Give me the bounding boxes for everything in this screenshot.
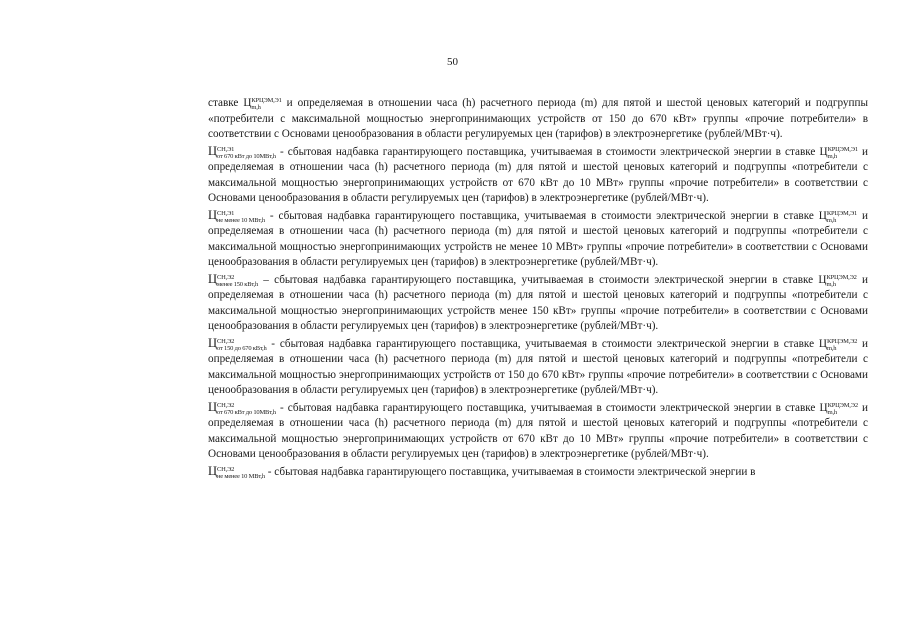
symbol: Ц [208,271,218,286]
superscript: СН,Э1 [217,209,235,217]
superscript: КРЦЭМ,Э1 [251,97,282,104]
subscript: m,h [251,104,261,111]
paragraph-text: и определяемая в отношении часа (h) расчетного периода (m) для пятой и шестой ценовых категорий и подгруппы «потребители с максимальной мощностью энергопринимающих устройств от 670 кВт до 10 МВт» группы «прочие потребители» в соответствии с Основами ценообразования в области регулируемых цен (тарифов) в электроэнергетике (рублей/МВт·ч). [208,401,868,460]
paragraph-text: - сбытовая надбавка гарантирующего поставщика, учитываемая в стоимости электрической энергии в ставке Ц [266,337,827,350]
paragraph-text: – сбытовая надбавка гарантирующего поставщика, учитываемая в стоимости электрической энергии в ставке Ц [258,273,827,286]
paragraph [208,400,868,463]
paragraph [208,144,868,207]
superscript: КРЦЭМ,Э2 [827,401,858,409]
paragraph-text: и определяемая в отношении часа (h) расчетного периода (m) для пятой и шестой ценовых категорий и подгруппы «потребители с максимальной мощностью энергопринимающих устройств от 150 до 670 кВт» группы «прочие потребители» в соответствии с Основами ценообразования в области регулируемых цен (тарифов) в электроэнергетике (рублей/МВт·ч). [208,337,868,396]
paragraph [208,464,868,481]
superscript: СН,Э1 [217,145,235,153]
paragraph-text: и определяемая в отношении часа (h) расчетного периода (m) для пятой и шестой ценовых категорий и подгруппы «потребители с максимальной мощностью энергопринимающих устройств менее 150 кВт» группы «прочие потребители» в соответствии с Основами ценообразования в области регулируемых цен (тарифов) в электроэнергетике (рублей/МВт·ч). [208,273,868,332]
paragraph [208,208,868,271]
paragraph-text: - сбытовая надбавка гарантирующего поставщика, учитываемая в стоимости электрической энергии в ставке Ц [275,145,828,158]
superscript: СН,Э2 [217,465,235,473]
text-lead: ставке Ц [208,97,252,109]
subscript: менее 150 кВт,h [217,280,258,288]
superscript: КРЦЭМ,Э2 [826,337,858,345]
subscript: не менее 10 МВт,h [217,472,265,480]
symbol: Ц [208,463,218,478]
superscript: КРЦЭМ,Э1 [826,209,858,217]
superscript: СН,Э2 [217,337,235,345]
symbol: Ц [208,207,218,222]
paragraph [208,95,868,143]
paragraph [208,272,868,335]
paragraph-text: - сбытовая надбавка гарантирующего поставщика, учитываемая в стоимости электрической энергии в ставке Ц [275,401,828,414]
subscript: не менее 10 МВт,h [217,216,265,224]
superscript: СН,Э2 [217,273,235,281]
paragraph-text: - сбытовая надбавка гарантирующего поставщика, учитываемая в стоимости электрической энергии в ставке Ц [264,209,827,222]
paragraph-text: и определяемая в отношении часа (h) расчетного периода (m) для пятой и шестой ценовых категорий и подгруппы «потребители с максимальной мощностью энергопринимающих устройств не менее 10 МВт» группы «прочие потребители» в соответствии с Основами ценообразования в области регулируемых цен (тарифов) в электроэнергетике (рублей/МВт·ч). [208,209,868,268]
subscript: m,h [826,344,837,352]
document-body [208,95,868,481]
paragraph-text: и определяемая в отношении часа (h) расчетного периода (m) для пятой и шестой ценовых категорий и подгруппы «потребители с максимальной мощностью энергопринимающих устройств от 670 кВт до 10 МВт» группы «прочие потребители» в соответствии с Основами ценообразования в области регулируемых цен (тарифов) в электроэнергетике (рублей/МВт·ч). [208,145,868,204]
subscript: m,h [827,408,837,416]
paragraph-text: и определяемая в отношении часа (h) расчетного периода (m) для пятой и шестой ценовых категорий и подгруппы «потребители с максимальной мощностью энергопринимающих устройств от 150 до 670 кВт» группы «прочие потребители» в соответствии с Основами ценообразования в области регулируемых цен (тарифов) в электроэнергетике (рублей/МВт·ч). [208,97,868,140]
subscript: от 670 кВт до 10МВт,h [217,408,276,416]
superscript: СН,Э2 [217,401,235,409]
superscript: КРЦЭМ,Э2 [826,273,857,281]
paragraph [208,336,868,399]
subscript: от 150 до 670 кВт,h [217,344,267,352]
subscript: m,h [827,152,837,160]
page-number: 50 [447,56,458,68]
symbol: Ц [208,143,218,158]
paragraph-text: - сбытовая надбавка гарантирующего поставщика, учитываемая в стоимости электрической энергии в [264,465,756,478]
subscript: m,h [826,216,837,224]
symbol: Ц [208,399,218,414]
subscript: m,h [826,280,836,288]
subscript: от 670 кВт до 10МВт,h [217,152,276,160]
superscript: КРЦЭМ,Э1 [827,145,858,153]
symbol: Ц [208,335,218,350]
